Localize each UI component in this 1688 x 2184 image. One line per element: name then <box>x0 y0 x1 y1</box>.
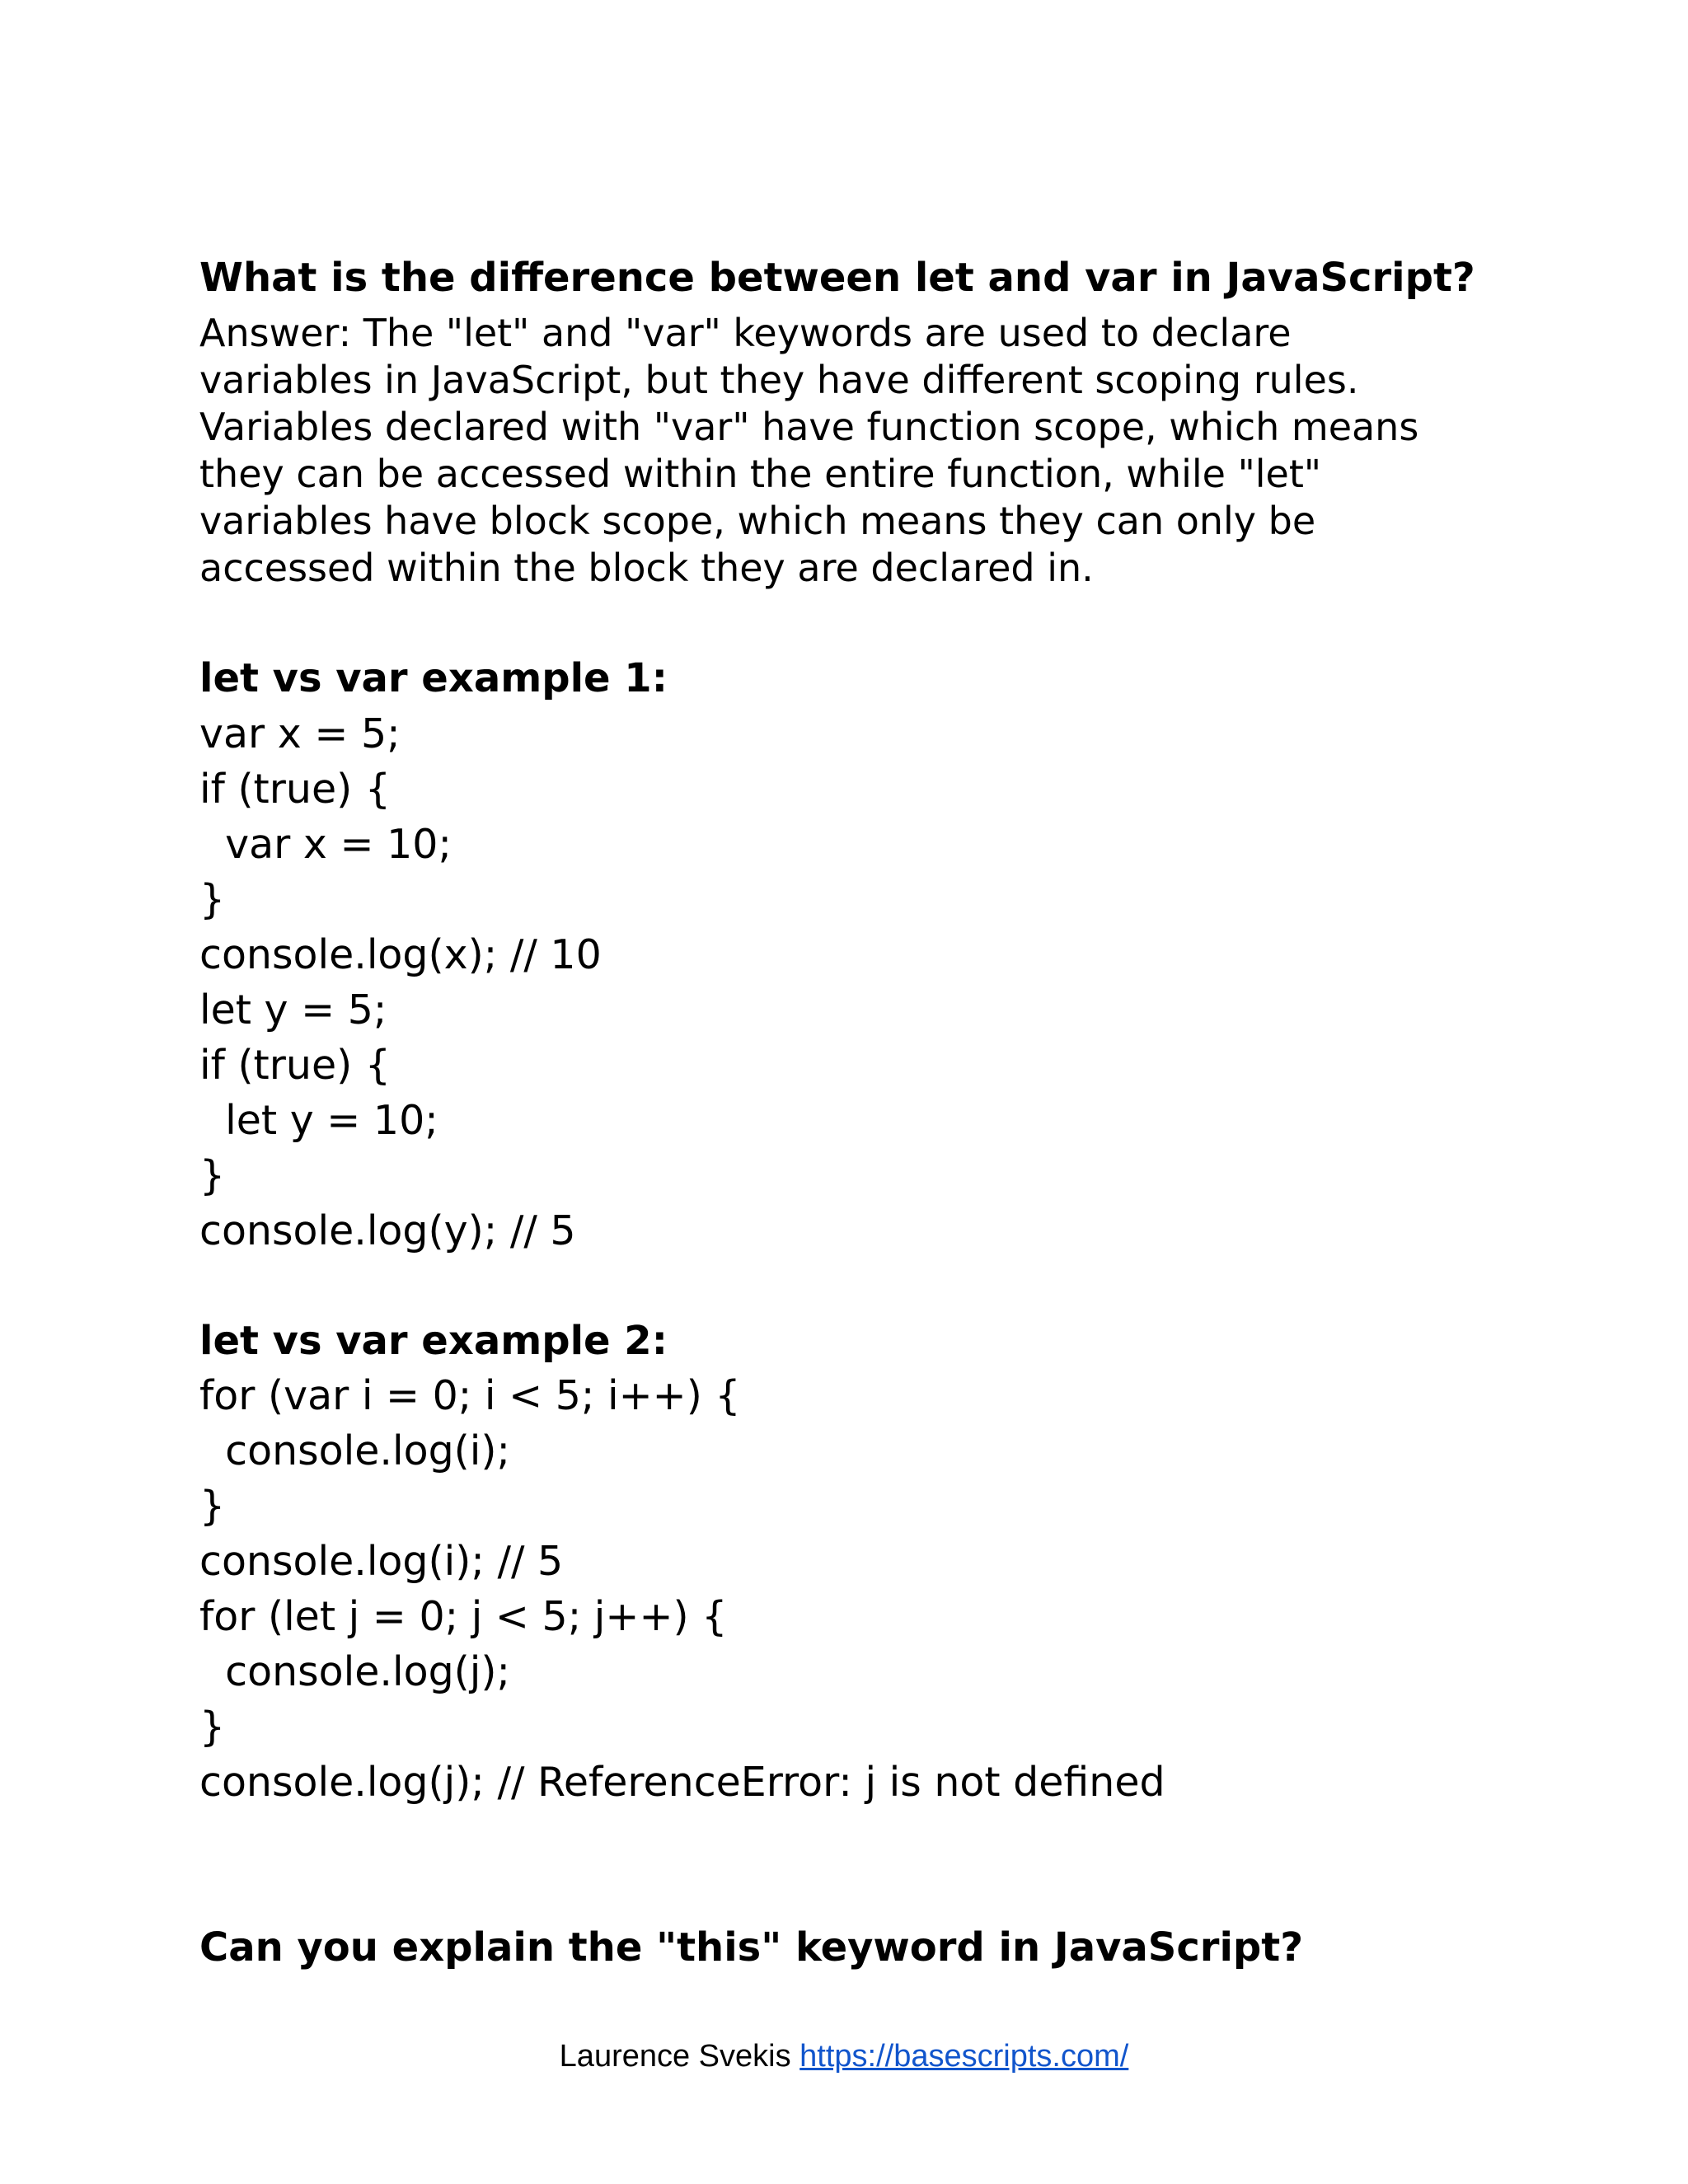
footer-link[interactable]: https://basescripts.com/ <box>799 2039 1129 2074</box>
code-line: if (true) { <box>199 1042 391 1089</box>
code-line: console.log(i); <box>199 1427 511 1474</box>
code-line: for (let j = 0; j < 5; j++) { <box>199 1593 728 1640</box>
example2-code <box>199 1368 1165 1810</box>
example1-heading: let vs var example 1: <box>199 655 668 701</box>
example2-heading: let vs var example 2: <box>199 1318 668 1364</box>
question1-answer <box>199 310 1418 592</box>
answer-line: Variables declared with "var" have function scope, which means <box>199 405 1419 449</box>
page-footer <box>0 2036 1688 2077</box>
code-line: var x = 10; <box>199 821 452 868</box>
code-line: let y = 5; <box>199 987 387 1033</box>
code-line: if (true) { <box>199 766 391 813</box>
answer-line: variables in JavaScript, but they have different scoping rules. <box>199 358 1359 402</box>
code-line: let y = 10; <box>199 1097 438 1144</box>
code-line: } <box>199 876 226 923</box>
code-line: console.log(y); // 5 <box>199 1207 576 1254</box>
code-line: } <box>199 1152 226 1199</box>
answer-line: accessed within the block they are declared in. <box>199 546 1094 590</box>
footer-author: Laurence Svekis <box>559 2039 800 2074</box>
code-line: console.log(i); // 5 <box>199 1538 564 1585</box>
code-line: } <box>199 1704 226 1750</box>
code-line: console.log(x); // 10 <box>199 931 602 978</box>
code-line: var x = 5; <box>199 710 401 757</box>
answer-line: they can be accessed within the entire function, while "let" <box>199 452 1322 496</box>
question1-heading: What is the difference between let and var in JavaScript? <box>199 255 1475 301</box>
answer-line: variables have block scope, which means they can only be <box>199 499 1316 543</box>
answer-line: Answer: The "let" and "var" keywords are used to declare <box>199 311 1292 355</box>
code-line: } <box>199 1483 226 1530</box>
code-line: for (var i = 0; i < 5; i++) { <box>199 1372 741 1419</box>
code-line: console.log(j); <box>199 1648 511 1695</box>
example1-code <box>199 706 602 1258</box>
code-line: console.log(j); // ReferenceError: j is not defined <box>199 1759 1165 1806</box>
question2-heading: Can you explain the "this" keyword in JavaScript? <box>199 1924 1304 1971</box>
